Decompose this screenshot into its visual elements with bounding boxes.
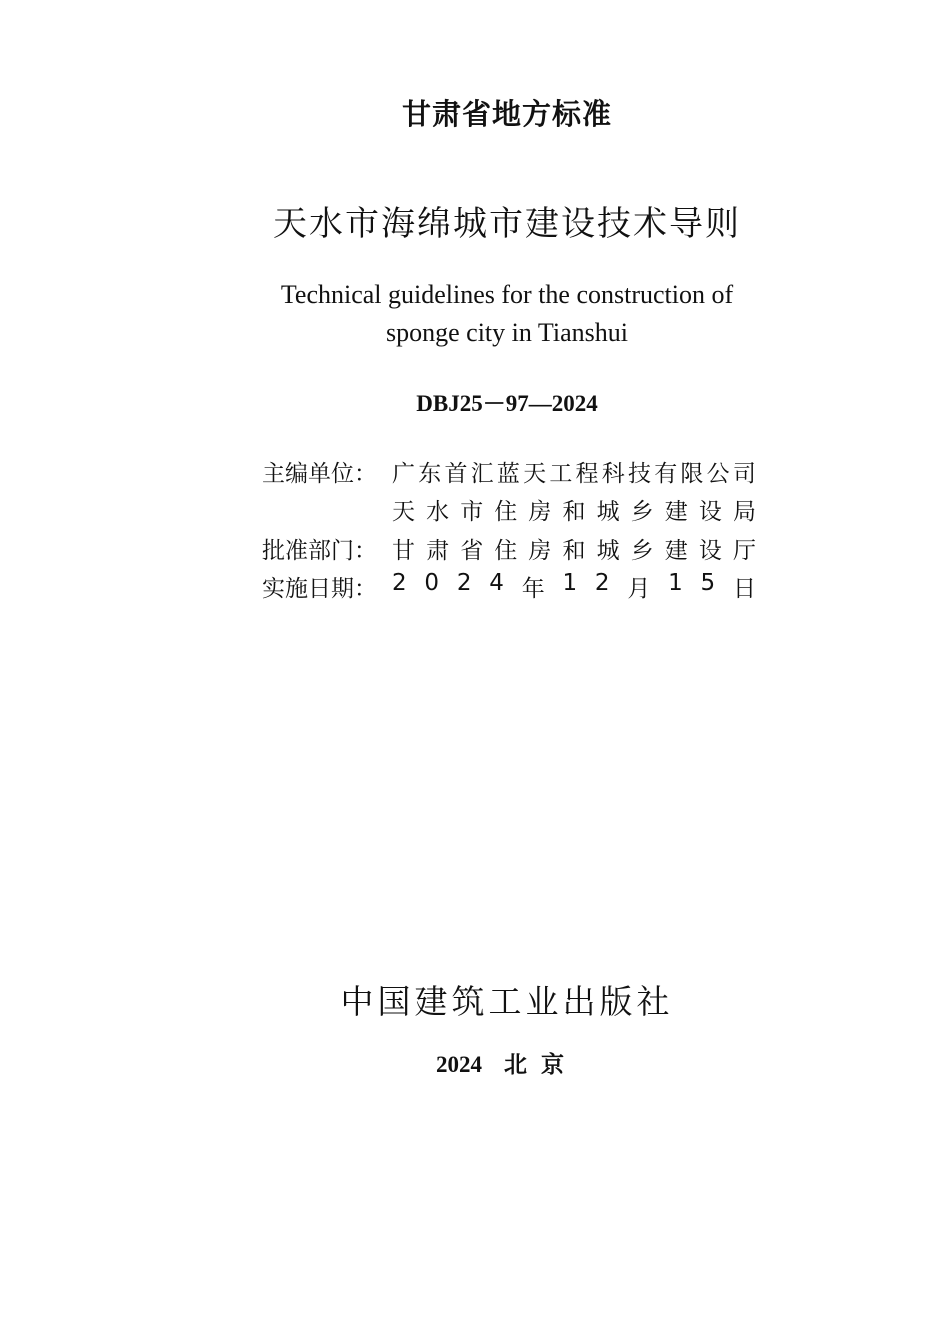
editor-row-1	[262, 452, 756, 491]
date-value: 2 0 2 4 年 1 2 月 1 5 日	[392, 570, 756, 603]
editor-row-2	[262, 491, 756, 530]
title-english-line-2: sponge city in Tianshui	[386, 318, 628, 347]
approver-value: 甘 肃 省 住 房 和 城 乡 建 设 厅	[392, 537, 756, 564]
document-title-chinese: 天水市海绵城市建设技术导则	[273, 204, 741, 244]
standard-code: DBJ25－97—2024	[416, 391, 598, 416]
issuer-heading: 甘肃省地方标准	[401, 97, 612, 131]
document-title-english	[32, 276, 950, 352]
editor-label: 主编单位：	[262, 460, 377, 487]
editor-value-1: 广 东 首 汇 蓝 天 工 程 科 技 有 限 公 司	[392, 460, 756, 487]
publication-year: 2024	[436, 1052, 482, 1077]
publication-place-year	[32, 1046, 950, 1079]
editor-value-2: 天 水 市 住 房 和 城 乡 建 设 局	[392, 499, 756, 526]
approver-row	[262, 529, 756, 568]
date-label: 实施日期：	[262, 576, 377, 603]
approver-label: 批准部门：	[262, 537, 377, 564]
title-english-line-1: Technical guidelines for the construction of	[280, 280, 734, 309]
publisher-name: 中国建筑工业出版社	[340, 982, 674, 1021]
publication-city: 北京	[504, 1052, 578, 1078]
publication-info	[262, 452, 756, 606]
date-row	[262, 568, 756, 607]
